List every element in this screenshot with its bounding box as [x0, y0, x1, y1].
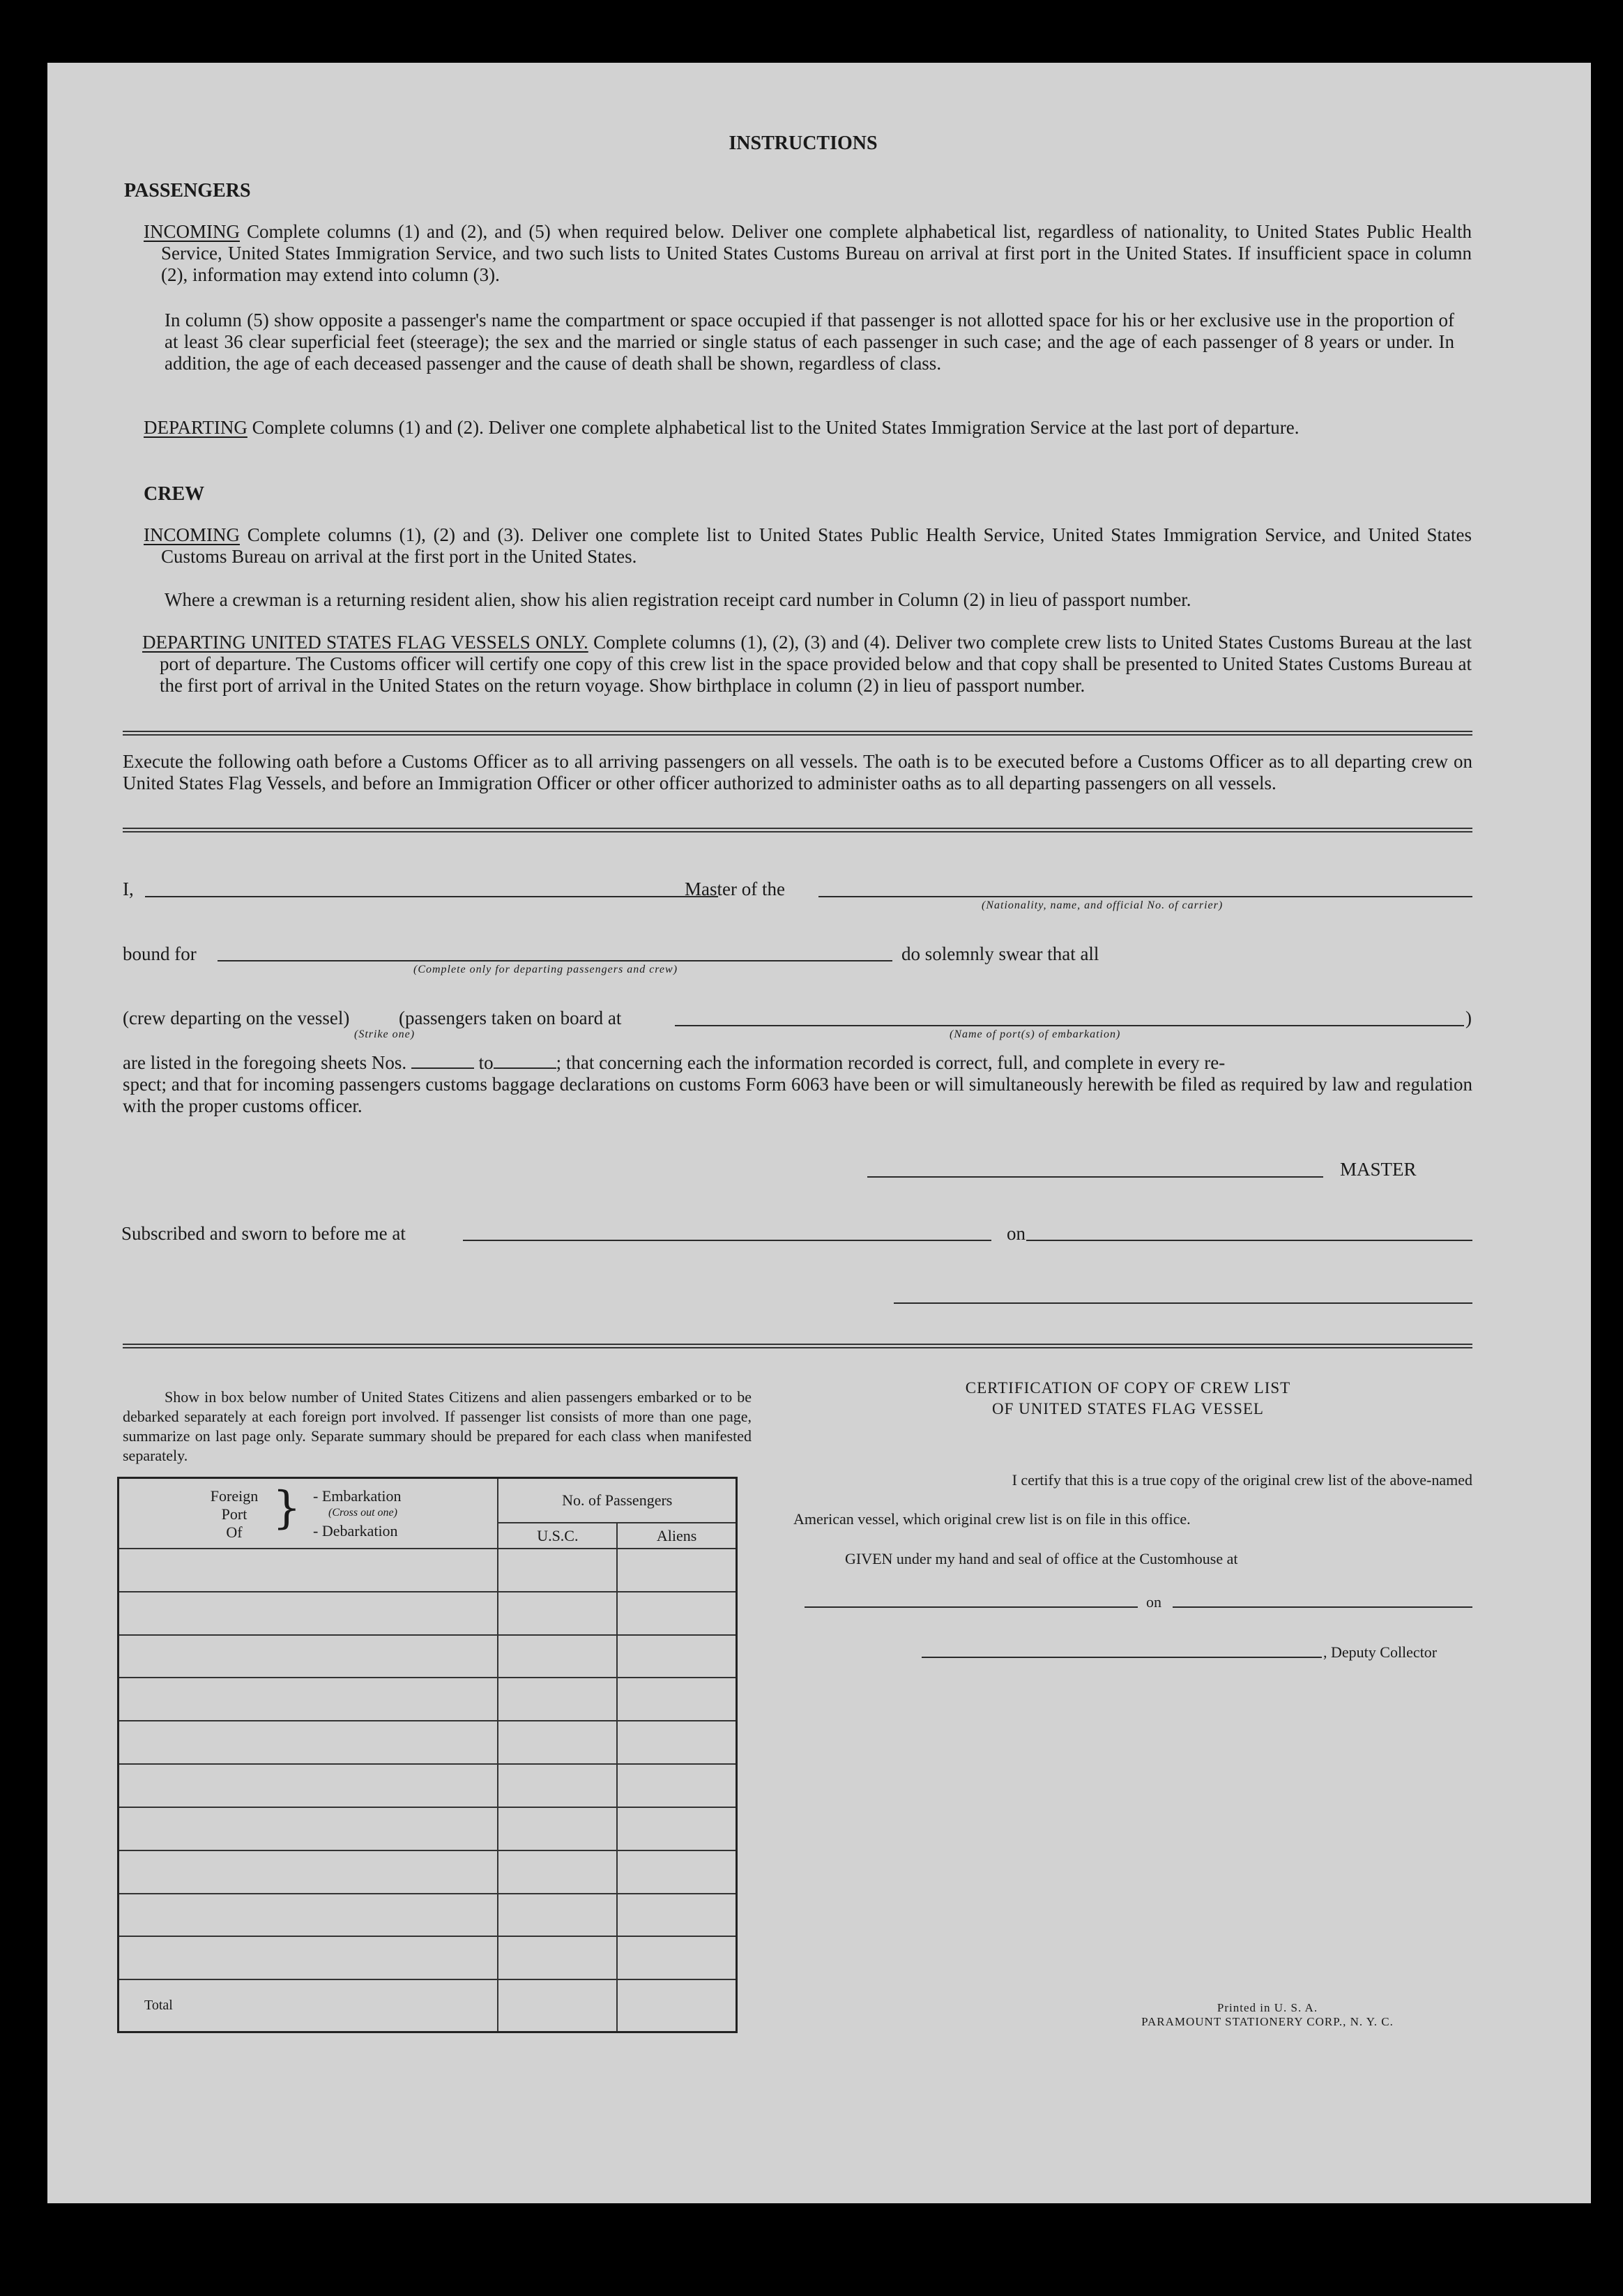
total-usc-cell[interactable] — [498, 1979, 617, 2032]
certification-on-label: on — [1146, 1593, 1161, 1611]
table-row — [119, 1936, 737, 1979]
usc-cell[interactable] — [498, 1721, 617, 1764]
passengers-taken-option: (passengers taken on board at — [399, 1008, 622, 1028]
master-signature-field[interactable] — [867, 1176, 1323, 1178]
passenger-summary-table — [117, 1477, 738, 2033]
passengers-departing-text: Complete columns (1) and (2). Deliver one complete alphabetical list to the United States Immigration Service at the last port of departure. — [252, 417, 1300, 438]
crew-departing-label: DEPARTING UNITED STATES FLAG VESSELS ONLY. — [142, 632, 588, 653]
certification-date-field[interactable] — [1173, 1606, 1472, 1608]
usc-cell[interactable] — [498, 1936, 617, 1979]
total-label: Total — [119, 1979, 498, 2032]
usc-cell[interactable] — [498, 1549, 617, 1592]
form-sheet — [47, 63, 1591, 2203]
aliens-cell[interactable] — [617, 1549, 736, 1592]
embarkation-caption: (Name of port(s) of embarkation) — [950, 1028, 1121, 1040]
port-cell[interactable] — [119, 1678, 498, 1721]
passengers-heading: PASSENGERS — [124, 180, 251, 202]
crew-departing-text: Complete columns (1), (2), (3) and (4). Deliver two complete crew lists to United States Customs Bureau at the last port of departure. The Customs officer will certify one copy of this crew list in the space provided below and that copy shall be presented to United States Customs Bureau at the first port of arrival in the United States on the return voyage. Show birthplace in column (2) in lieu of passport number. — [160, 632, 1472, 696]
oath-i-label: I, — [123, 879, 134, 899]
subscribed-date-field[interactable] — [1026, 1240, 1472, 1241]
crew-incoming-label: INCOMING — [144, 524, 240, 545]
usc-cell[interactable] — [498, 1807, 617, 1850]
certification-title-line2: OF UNITED STATES FLAG VESSEL — [992, 1400, 1264, 1417]
crew-departing-option: (crew departing on the vessel) — [123, 1008, 350, 1028]
total-aliens-cell[interactable] — [617, 1979, 736, 2032]
foreign-port-of-label: Foreign Port Of — [210, 1487, 259, 1541]
usc-cell[interactable] — [498, 1850, 617, 1894]
usc-cell[interactable] — [498, 1764, 617, 1807]
bound-for-label: bound for — [123, 943, 197, 964]
divider-2 — [123, 828, 1472, 833]
crew-alien-paragraph: Where a crewman is a returning resident alien, show his alien registration receipt card number in Column (2) in lieu of passport number. — [165, 589, 1191, 610]
certification-title — [884, 1378, 1372, 1420]
crew-incoming-paragraph — [144, 524, 1472, 568]
port-cell[interactable] — [119, 1549, 498, 1592]
debarkation-option[interactable]: - Debarkation — [313, 1522, 398, 1539]
officer-signature-field[interactable] — [894, 1302, 1472, 1304]
port-cell[interactable] — [119, 1764, 498, 1807]
printer-line2: PARAMOUNT STATIONERY CORP., N. Y. C. — [1141, 2015, 1394, 2028]
table-row — [119, 1850, 737, 1894]
aliens-cell[interactable] — [617, 1807, 736, 1850]
strike-caption: (Strike one) — [354, 1028, 416, 1040]
aliens-cell[interactable] — [617, 1894, 736, 1937]
deputy-collector-label: , Deputy Collector — [1323, 1643, 1438, 1661]
port-cell[interactable] — [119, 1592, 498, 1635]
divider-3 — [123, 1344, 1472, 1348]
table-row — [119, 1549, 737, 1592]
usc-cell[interactable] — [498, 1635, 617, 1678]
port-cell[interactable] — [119, 1807, 498, 1850]
crew-heading: CREW — [144, 483, 205, 505]
aliens-cell[interactable] — [617, 1936, 736, 1979]
certify-line1: I certify that this is a true copy of the original crew list of the above-named — [1012, 1471, 1472, 1489]
total-row — [119, 1979, 737, 2032]
to-word: to — [478, 1052, 494, 1073]
passengers-departing-paragraph — [144, 417, 1472, 439]
no-of-passengers-header: No. of Passengers — [498, 1478, 736, 1523]
divider-1 — [123, 731, 1472, 736]
port-cell[interactable] — [119, 1635, 498, 1678]
port-cell[interactable] — [119, 1936, 498, 1979]
bound-for-field[interactable] — [218, 960, 892, 961]
table-row — [119, 1764, 737, 1807]
usc-cell[interactable] — [498, 1894, 617, 1937]
certification-title-line1: CERTIFICATION OF COPY OF CREW LIST — [965, 1379, 1291, 1397]
crew-incoming-text: Complete columns (1), (2) and (3). Deliver one complete list to United States Public Health Service, United States Immigration Service, and United States Customs Bureau on arrival at the first port in the United States. — [161, 524, 1472, 567]
usc-header: U.S.C. — [498, 1523, 617, 1549]
passengers-incoming-paragraph — [144, 221, 1472, 286]
instructions-title: INSTRUCTIONS — [729, 132, 878, 154]
sheet-from-field[interactable] — [411, 1054, 474, 1069]
printer-imprint — [1093, 2001, 1442, 2029]
table-row — [119, 1592, 737, 1635]
close-paren: ) — [1465, 1008, 1472, 1028]
sheet-to-field[interactable] — [494, 1054, 556, 1069]
aliens-cell[interactable] — [617, 1850, 736, 1894]
listed-prefix: are listed in the foregoing sheets Nos. — [123, 1052, 407, 1073]
passengers-departing-label: DEPARTING — [144, 417, 247, 438]
aliens-cell[interactable] — [617, 1764, 736, 1807]
given-line: GIVEN under my hand and seal of office at the Customhouse at — [845, 1550, 1238, 1567]
cross-out-caption: (Cross out one) — [328, 1507, 397, 1519]
listed-paragraph — [123, 1052, 1472, 1117]
listed-suffix: ; that concerning each the information recorded is correct, full, and complete in every re- — [556, 1052, 1226, 1073]
deputy-signature-field[interactable] — [922, 1657, 1322, 1658]
subscribed-on-label: on — [1007, 1223, 1026, 1244]
usc-cell[interactable] — [498, 1592, 617, 1635]
table-row — [119, 1894, 737, 1937]
embarkation-option[interactable]: - Embarkation — [313, 1487, 402, 1505]
crew-departing-paragraph — [142, 632, 1472, 697]
master-name-field[interactable] — [145, 896, 718, 897]
brace-glyph: } — [273, 1482, 301, 1534]
solemnly-swear-label: do solemnly swear that all — [901, 943, 1099, 964]
usc-cell[interactable] — [498, 1678, 617, 1721]
passengers-column5-paragraph: In column (5) show opposite a passenger's name the compartment or space occupied if that passenger is not allotted space for his or her exclusive use in the proportion of at least 36 clear superficial feet (steerage); the sex and the married or single status of each passenger in such case; and the age of each passenger of 8 years or under. In addition, the age of each deceased passenger and the cause of death shall be shown, regardless of class. — [165, 310, 1454, 374]
table-row — [119, 1678, 737, 1721]
printer-line1: Printed in U. S. A. — [1217, 2001, 1318, 2014]
port-cell[interactable] — [119, 1721, 498, 1764]
aliens-cell[interactable] — [617, 1678, 736, 1721]
port-header-cell — [119, 1478, 498, 1549]
aliens-cell[interactable] — [617, 1721, 736, 1764]
subscribed-place-field[interactable] — [463, 1240, 991, 1241]
aliens-cell[interactable] — [617, 1635, 736, 1678]
aliens-cell[interactable] — [617, 1592, 736, 1635]
embarkation-port-field[interactable] — [675, 1025, 1464, 1026]
table-row — [119, 1635, 737, 1678]
passengers-incoming-text: Complete columns (1) and (2), and (5) when required below. Deliver one complete alphabetical list, regardless of nationality, to United States Public Health Service, United States Immigration Service, and two such lists to United States Customs Bureau on arrival at first port in the United States. If insufficient space in column (2), information may extend into column (3). — [161, 221, 1472, 285]
master-of-the-label: Master of the — [685, 879, 785, 899]
table-row — [119, 1721, 737, 1764]
customhouse-field[interactable] — [805, 1606, 1138, 1608]
port-cell[interactable] — [119, 1850, 498, 1894]
summary-instruction: Show in box below number of United States Citizens and alien passengers embarked or to be debarked separately at each foreign port involved. If passenger list consists of more than one page, summarize on last page only. Separate summary should be prepared for each class when manifested separately. — [123, 1388, 752, 1464]
bound-for-caption: (Complete only for departing passengers and crew) — [413, 964, 678, 975]
table-row — [119, 1807, 737, 1850]
carrier-caption: (Nationality, name, and official No. of carrier) — [982, 899, 1224, 911]
port-cell[interactable] — [119, 1894, 498, 1937]
listed-continued: spect; and that for incoming passengers customs baggage declarations on customs Form 6063 have been or will simultaneously herewith be filed as required by law and regulation with the proper customs officer. — [123, 1074, 1472, 1116]
aliens-header: Aliens — [617, 1523, 736, 1549]
passengers-incoming-label: INCOMING — [144, 221, 240, 242]
oath-instruction: Execute the following oath before a Customs Officer as to all arriving passengers on all vessels. The oath is to be executed before a Customs Officer as to all departing crew on United States Flag Vessels, and before an Immigration Officer or other officer authorized to administer oaths as to all departing passengers on all vessels. — [123, 751, 1472, 793]
certify-line2: American vessel, which original crew list is on file in this office. — [793, 1510, 1191, 1528]
carrier-field[interactable] — [818, 896, 1472, 897]
master-label: MASTER — [1340, 1159, 1417, 1180]
subscribed-label: Subscribed and sworn to before me at — [121, 1223, 406, 1244]
